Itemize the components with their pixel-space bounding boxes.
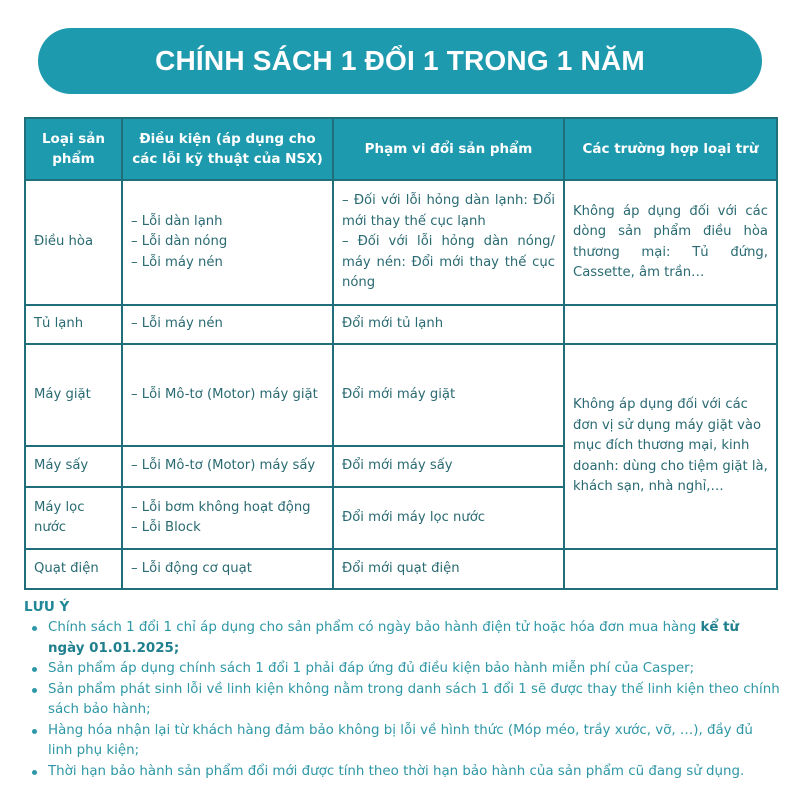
condition-item: – Lỗi máy nén [131, 254, 223, 270]
scope-cell [333, 305, 564, 344]
product-cell: Tủ lạnh [25, 305, 122, 344]
bullet-icon [32, 667, 37, 672]
condition-item: – Lỗi Mô-tơ (Motor) máy sấy [131, 458, 316, 474]
header-exclusions: Các trường hợp loại trừ [564, 118, 777, 180]
product-cell: Quạt điện [25, 549, 122, 589]
scope-cell [333, 487, 564, 549]
note-bold-text: kể từ ngày 01.01.2025; [48, 620, 740, 656]
header-scope: Phạm vi đổi sản phẩm [333, 118, 564, 180]
conditions-cell [122, 487, 333, 549]
conditions-cell [122, 549, 333, 589]
table-header-row [25, 118, 777, 180]
scope-cell [333, 446, 564, 487]
note-item [24, 721, 780, 762]
scope-item: – Đối với lỗi hỏng dàn nóng/ máy nén: Đổi mới thay thế cục nóng [342, 234, 555, 291]
condition-item: – Lỗi động cơ quạt [131, 560, 252, 576]
table-row [25, 549, 777, 589]
scope-item: Đổi mới máy giặt [342, 386, 456, 402]
bullet-icon [32, 729, 37, 734]
notes-list [24, 618, 780, 782]
header-conditions: Điều kiện (áp dụng cho các lỗi kỹ thuật của NSX) [122, 118, 333, 180]
note-text: Thời hạn bảo hành sản phẩm đổi mới được tính theo thời hạn bảo hành của sản phẩm cũ đang sử dụng. [48, 763, 745, 779]
product-cell: Điều hòa [25, 180, 122, 305]
conditions-cell [122, 446, 333, 487]
scope-cell [333, 180, 564, 305]
bullet-icon [32, 688, 37, 693]
note-item [24, 762, 780, 783]
table-row [25, 344, 777, 446]
scope-cell [333, 344, 564, 446]
notes-title: LƯU Ý [24, 599, 70, 615]
bullet-icon [32, 626, 37, 631]
title-banner [38, 28, 762, 94]
header-product-type: Loại sản phẩm [25, 118, 122, 180]
policy-table [24, 117, 778, 590]
notes-section [24, 598, 780, 782]
product-cell: Máy giặt [25, 344, 122, 446]
table-row [25, 180, 777, 305]
product-cell: Máy lọc nước [25, 487, 122, 549]
note-text: Sản phẩm áp dụng chính sách 1 đổi 1 phải đáp ứng đủ điều kiện bảo hành miễn phí của Casper; [48, 661, 695, 676]
note-text: Sản phẩm phát sinh lỗi về linh kiện không nằm trong danh sách 1 đổi 1 sẽ được thay thế linh kiện theo chính sách bảo hành; [48, 681, 780, 717]
scope-item: Đổi mới quạt điện [342, 560, 460, 576]
note-text: Hàng hóa nhận lại từ khách hàng đảm bảo không bị lỗi về hình thức (Móp méo, trầy xước, vỡ, …), đầy đủ linh phụ kiện; [48, 722, 753, 758]
note-text: Chính sách 1 đổi 1 chỉ áp dụng cho sản phẩm có ngày bảo hành điện tử hoặc hóa đơn mua hàng [48, 620, 701, 635]
exclusion-cell [564, 305, 777, 344]
product-cell: Máy sấy [25, 446, 122, 487]
conditions-cell [122, 305, 333, 344]
note-item [24, 659, 780, 680]
note-item [24, 618, 780, 659]
condition-item: – Lỗi Mô-tơ (Motor) máy giặt [131, 386, 318, 402]
scope-item: Đổi mới tủ lạnh [342, 316, 444, 332]
exclusion-cell: Không áp dụng đối với các dòng sản phẩm điều hòa thương mại: Tủ đứng, Cassette, âm trần… [564, 180, 777, 305]
condition-item: – Lỗi máy nén [131, 316, 223, 332]
condition-item: – Lỗi dàn lạnh [131, 213, 223, 229]
condition-item: – Lỗi bơm không hoạt động [131, 499, 311, 515]
bullet-icon [32, 770, 37, 775]
note-item [24, 680, 780, 721]
scope-item: Đổi mới máy lọc nước [342, 509, 486, 525]
conditions-cell [122, 180, 333, 305]
conditions-cell [122, 344, 333, 446]
condition-item: – Lỗi dàn nóng [131, 234, 228, 250]
exclusion-cell-merged: Không áp dụng đối với các đơn vị sử dụng máy giặt vào mục đích thương mại, kinh doanh: dùng cho tiệm giặt là, khách sạn, nhà nghỉ,… [564, 344, 777, 549]
page-title: CHÍNH SÁCH 1 ĐỔI 1 TRONG 1 NĂM [155, 45, 645, 76]
table-row [25, 305, 777, 344]
scope-item: Đổi mới máy sấy [342, 458, 453, 474]
scope-cell [333, 549, 564, 589]
condition-item: – Lỗi Block [131, 520, 201, 535]
scope-item: – Đối với lỗi hỏng dàn lạnh: Đổi mới thay thế cục lạnh [342, 193, 555, 229]
exclusion-cell [564, 549, 777, 589]
